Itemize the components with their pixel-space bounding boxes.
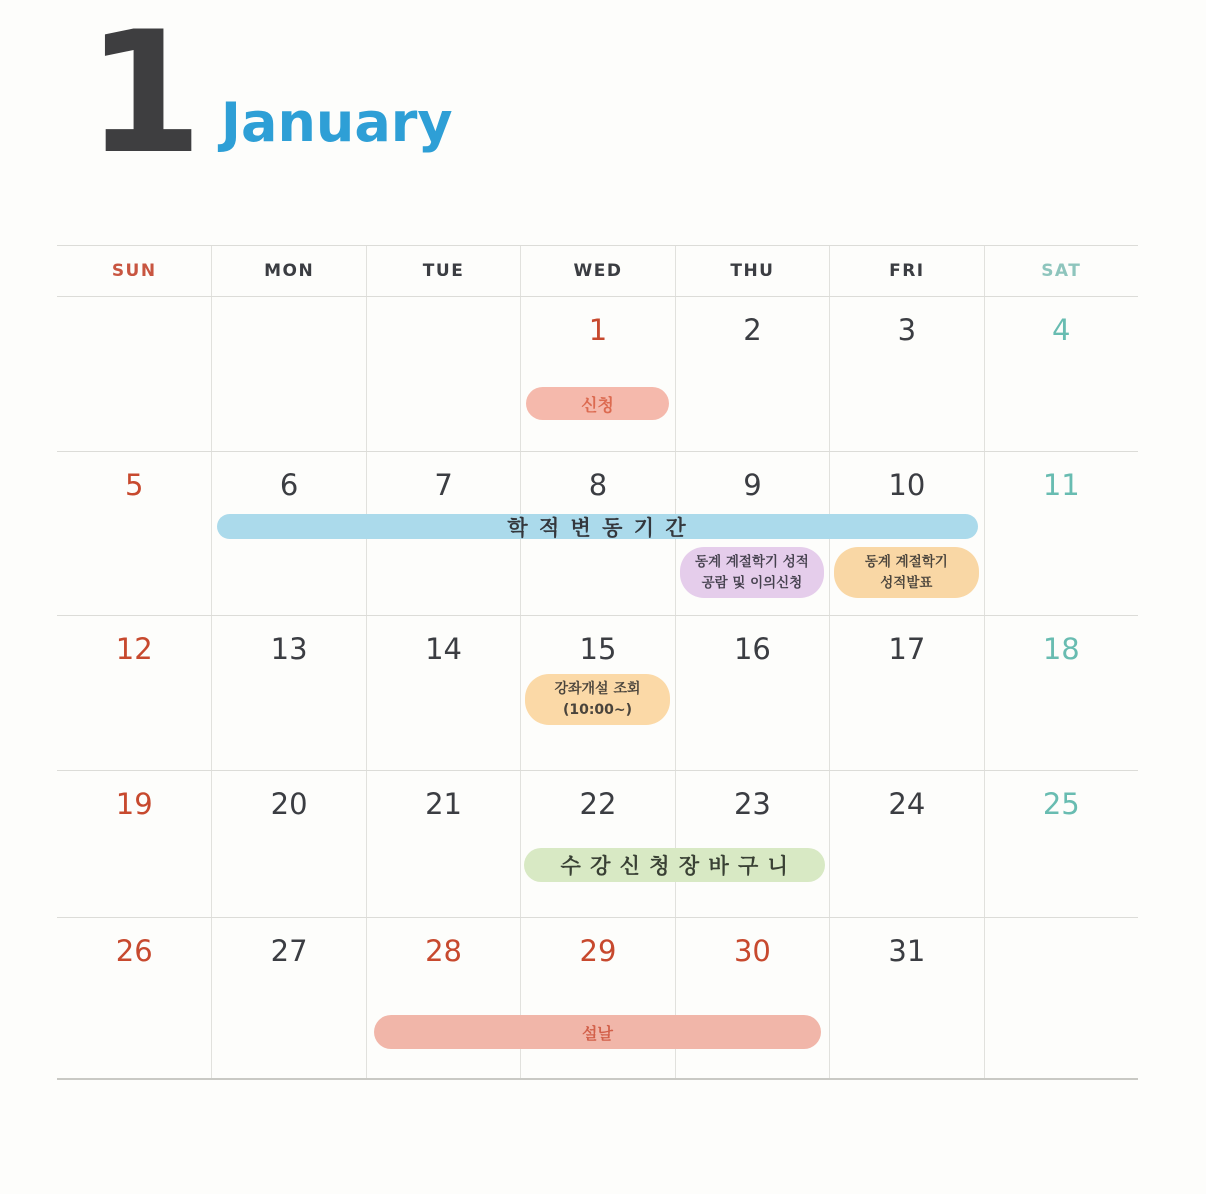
week-row-5 — [57, 918, 1138, 1080]
day-cell-jan-9: 9 — [675, 452, 829, 615]
event-line: 동계 계절학기 성적 — [695, 554, 809, 571]
day-cell — [984, 918, 1138, 1078]
day-cell-jan-22: 22 — [520, 771, 674, 917]
day-cell-jan-1: 1 — [520, 297, 674, 451]
weekday-header-tue — [366, 246, 520, 296]
weekday-header-thu — [675, 246, 829, 296]
day-cell-jan-16: 16 — [675, 616, 829, 770]
week-row-2 — [57, 452, 1138, 616]
day-cell-jan-14: 14 — [366, 616, 520, 770]
day-cell-jan-18: 18 — [984, 616, 1138, 770]
event-line: 강좌개설 조회 — [554, 680, 641, 697]
day-cell-jan-25: 25 — [984, 771, 1138, 917]
weekday-header-wed — [520, 246, 674, 296]
day-cell-jan-6: 6 — [211, 452, 365, 615]
day-cell-jan-27: 27 — [211, 918, 365, 1078]
weekday-header-mon — [211, 246, 365, 296]
calendar-grid — [57, 245, 1138, 1080]
weekday-label: TUE — [422, 261, 465, 281]
weekday-label: WED — [573, 261, 623, 281]
day-cell — [366, 297, 520, 451]
day-cell-jan-2: 2 — [675, 297, 829, 451]
day-cell-jan-11: 11 — [984, 452, 1138, 615]
weekday-label: SUN — [111, 261, 157, 281]
day-cell-jan-5: 5 — [124, 468, 144, 502]
day-cell-jan-12: 12 — [115, 632, 153, 666]
week-row-3 — [57, 616, 1138, 771]
event-line: (10:00~) — [562, 701, 633, 718]
page-title — [86, 0, 453, 191]
day-cell-jan-21: 21 — [366, 771, 520, 917]
event-application: 신청 — [526, 387, 668, 420]
day-cell-jan-15: 15 — [520, 616, 674, 770]
event-winter-grade-release — [834, 547, 978, 598]
weekday-header-sun — [57, 246, 211, 296]
event-course-registration-cart: 수 강 신 청 장 바 구 니 — [524, 848, 825, 882]
day-cell-jan-19: 19 — [115, 787, 153, 821]
week-row-1 — [57, 297, 1138, 452]
event-line: 동계 계절학기 — [864, 554, 948, 571]
weekday-header-sat — [984, 246, 1138, 296]
event-line: 성적발표 — [880, 574, 933, 591]
weekday-label: MON — [264, 261, 315, 281]
day-cell-jan-29: 29 — [520, 918, 674, 1078]
day-cell-jan-4: 4 — [984, 297, 1138, 451]
week-row-4 — [57, 771, 1138, 918]
day-cell-jan-3: 3 — [829, 297, 983, 451]
weekday-label: THU — [730, 261, 775, 281]
day-cell-jan-20: 20 — [211, 771, 365, 917]
day-cell-jan-26: 26 — [115, 934, 153, 968]
day-cell-jan-10: 10 — [829, 452, 983, 615]
weekday-label: SAT — [1041, 261, 1082, 281]
day-cell-jan-17: 17 — [829, 616, 983, 770]
day-cell-jan-28: 28 — [366, 918, 520, 1078]
event-line: 공람 및 이의신청 — [701, 574, 803, 591]
weekday-header-row — [57, 245, 1138, 297]
month-number: 1 — [86, 0, 197, 191]
day-cell-jan-7: 7 — [366, 452, 520, 615]
day-cell-jan-24: 24 — [829, 771, 983, 917]
event-course-listing-open — [525, 674, 669, 725]
month-name: January — [220, 90, 453, 154]
day-cell — [211, 297, 365, 451]
day-cell-jan-30: 30 — [675, 918, 829, 1078]
event-winter-grade-review — [680, 547, 824, 598]
weekday-header-fri — [829, 246, 983, 296]
day-cell-jan-31: 31 — [829, 918, 983, 1078]
event-seollal: 설날 — [374, 1015, 821, 1049]
day-cell — [57, 297, 211, 451]
day-cell-jan-8: 8 — [520, 452, 674, 615]
event-enrollment-change-period: 학 적 변 동 기 간 — [217, 514, 977, 539]
day-cell-jan-13: 13 — [211, 616, 365, 770]
day-cell-jan-23: 23 — [675, 771, 829, 917]
weekday-label: FRI — [889, 261, 925, 281]
